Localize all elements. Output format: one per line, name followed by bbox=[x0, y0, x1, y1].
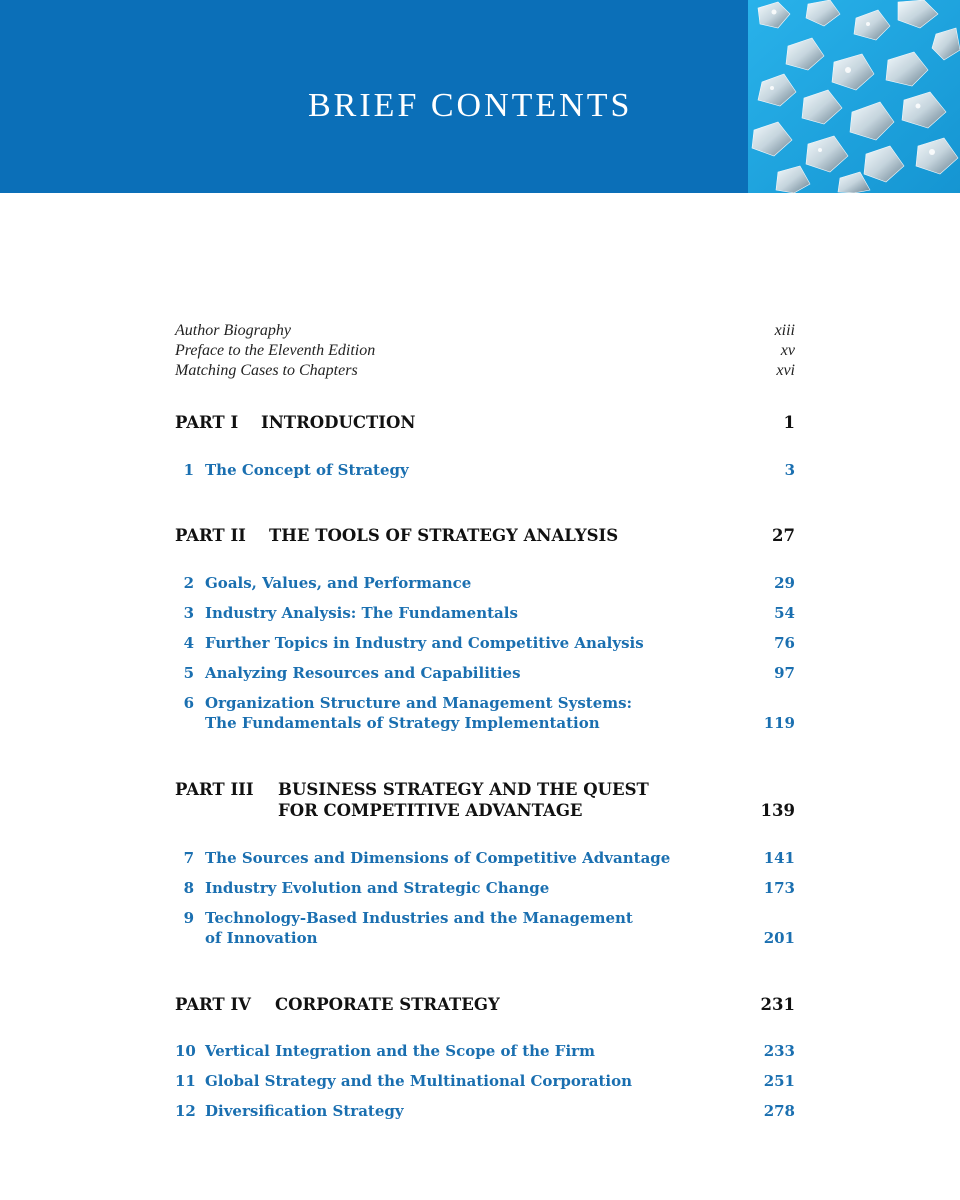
chapter-page: 3 bbox=[784, 461, 795, 479]
part-page: 1 bbox=[783, 413, 795, 432]
part-number: PART III bbox=[175, 780, 254, 799]
chapter-title: The Concept of Strategy bbox=[205, 461, 409, 479]
chapter-number: 4 bbox=[183, 634, 194, 652]
chapter-page: 141 bbox=[763, 849, 795, 867]
part-number: PART I bbox=[175, 413, 239, 432]
chapter-item[interactable] bbox=[175, 693, 795, 733]
chapter-item[interactable] bbox=[175, 1101, 795, 1121]
chapter-page: 201 bbox=[763, 929, 795, 947]
diamonds-photo-icon bbox=[748, 0, 960, 193]
front-matter-item[interactable] bbox=[175, 341, 795, 361]
chapter-number: 7 bbox=[183, 849, 194, 867]
front-matter-page: xv bbox=[780, 342, 795, 359]
header-band bbox=[0, 0, 960, 193]
chapter-item[interactable] bbox=[175, 848, 795, 868]
part-heading-1[interactable] bbox=[175, 412, 795, 433]
chapter-item[interactable] bbox=[175, 1041, 795, 1061]
part-page: 27 bbox=[772, 526, 795, 545]
part-heading-4[interactable] bbox=[175, 994, 795, 1015]
chapter-page: 54 bbox=[774, 604, 795, 622]
chapter-title: Diversification Strategy bbox=[205, 1102, 404, 1120]
front-matter-title: Preface to the Eleventh Edition bbox=[175, 342, 376, 359]
chapter-item[interactable] bbox=[175, 603, 795, 623]
part-title: CORPORATE STRATEGY bbox=[275, 995, 500, 1014]
chapter-number: 9 bbox=[183, 909, 194, 927]
chapter-title: Technology-Based Industries and the Management of Innovation bbox=[205, 909, 633, 947]
chapter-page: 278 bbox=[763, 1102, 795, 1120]
part-title: BUSINESS STRATEGY AND THE QUEST FOR COMPETITIVE ADVANTAGE bbox=[278, 780, 649, 820]
chapter-title: Global Strategy and the Multinational Corporation bbox=[205, 1072, 632, 1090]
chapter-title: The Sources and Dimensions of Competitive Advantage bbox=[205, 849, 671, 867]
part-number: PART II bbox=[175, 526, 246, 545]
chapter-item[interactable] bbox=[175, 460, 795, 480]
front-matter-item[interactable] bbox=[175, 321, 795, 341]
chapter-number: 1 bbox=[183, 461, 194, 479]
chapter-page: 29 bbox=[774, 574, 795, 592]
chapter-number: 12 bbox=[175, 1102, 196, 1120]
chapter-number: 2 bbox=[183, 574, 194, 592]
part-title: THE TOOLS OF STRATEGY ANALYSIS bbox=[269, 526, 619, 545]
chapter-number: 10 bbox=[175, 1042, 196, 1060]
part-page: 139 bbox=[760, 801, 795, 820]
chapter-title: Further Topics in Industry and Competitive Analysis bbox=[205, 634, 644, 652]
part-heading-3[interactable] bbox=[175, 779, 795, 821]
chapter-page: 97 bbox=[774, 664, 795, 682]
chapter-page: 119 bbox=[763, 714, 795, 732]
chapter-title: Analyzing Resources and Capabilities bbox=[205, 664, 521, 682]
chapter-item[interactable] bbox=[175, 908, 795, 948]
chapter-item[interactable] bbox=[175, 633, 795, 653]
chapter-number: 5 bbox=[183, 664, 194, 682]
part-number: PART IV bbox=[175, 995, 251, 1014]
chapter-number: 8 bbox=[183, 879, 194, 897]
part-heading-2[interactable] bbox=[175, 525, 795, 546]
chapter-title: Industry Analysis: The Fundamentals bbox=[205, 604, 518, 622]
chapter-number: 6 bbox=[183, 694, 194, 712]
chapter-page: 173 bbox=[763, 879, 795, 897]
page-title: BRIEF CONTENTS bbox=[308, 87, 633, 124]
chapter-page: 233 bbox=[763, 1042, 795, 1060]
chapter-item[interactable] bbox=[175, 663, 795, 683]
front-matter-page: xvi bbox=[776, 362, 795, 379]
chapter-title: Vertical Integration and the Scope of the Firm bbox=[205, 1042, 595, 1060]
part-page: 231 bbox=[760, 995, 795, 1014]
front-matter-item[interactable] bbox=[175, 361, 795, 381]
chapter-title: Organization Structure and Management Systems: The Fundamentals of Strategy Implementation bbox=[205, 694, 633, 732]
chapter-title: Goals, Values, and Performance bbox=[205, 574, 472, 592]
front-matter-page: xiii bbox=[774, 322, 795, 339]
chapter-item[interactable] bbox=[175, 878, 795, 898]
chapter-number: 3 bbox=[183, 604, 194, 622]
front-matter-title: Author Biography bbox=[175, 322, 291, 339]
chapter-number: 11 bbox=[175, 1072, 196, 1090]
chapter-title: Industry Evolution and Strategic Change bbox=[205, 879, 550, 897]
chapter-item[interactable] bbox=[175, 1071, 795, 1091]
front-matter-title: Matching Cases to Chapters bbox=[175, 362, 358, 379]
chapter-item[interactable] bbox=[175, 573, 795, 593]
chapter-page: 251 bbox=[763, 1072, 795, 1090]
chapter-page: 76 bbox=[774, 634, 795, 652]
part-title: INTRODUCTION bbox=[261, 413, 416, 432]
